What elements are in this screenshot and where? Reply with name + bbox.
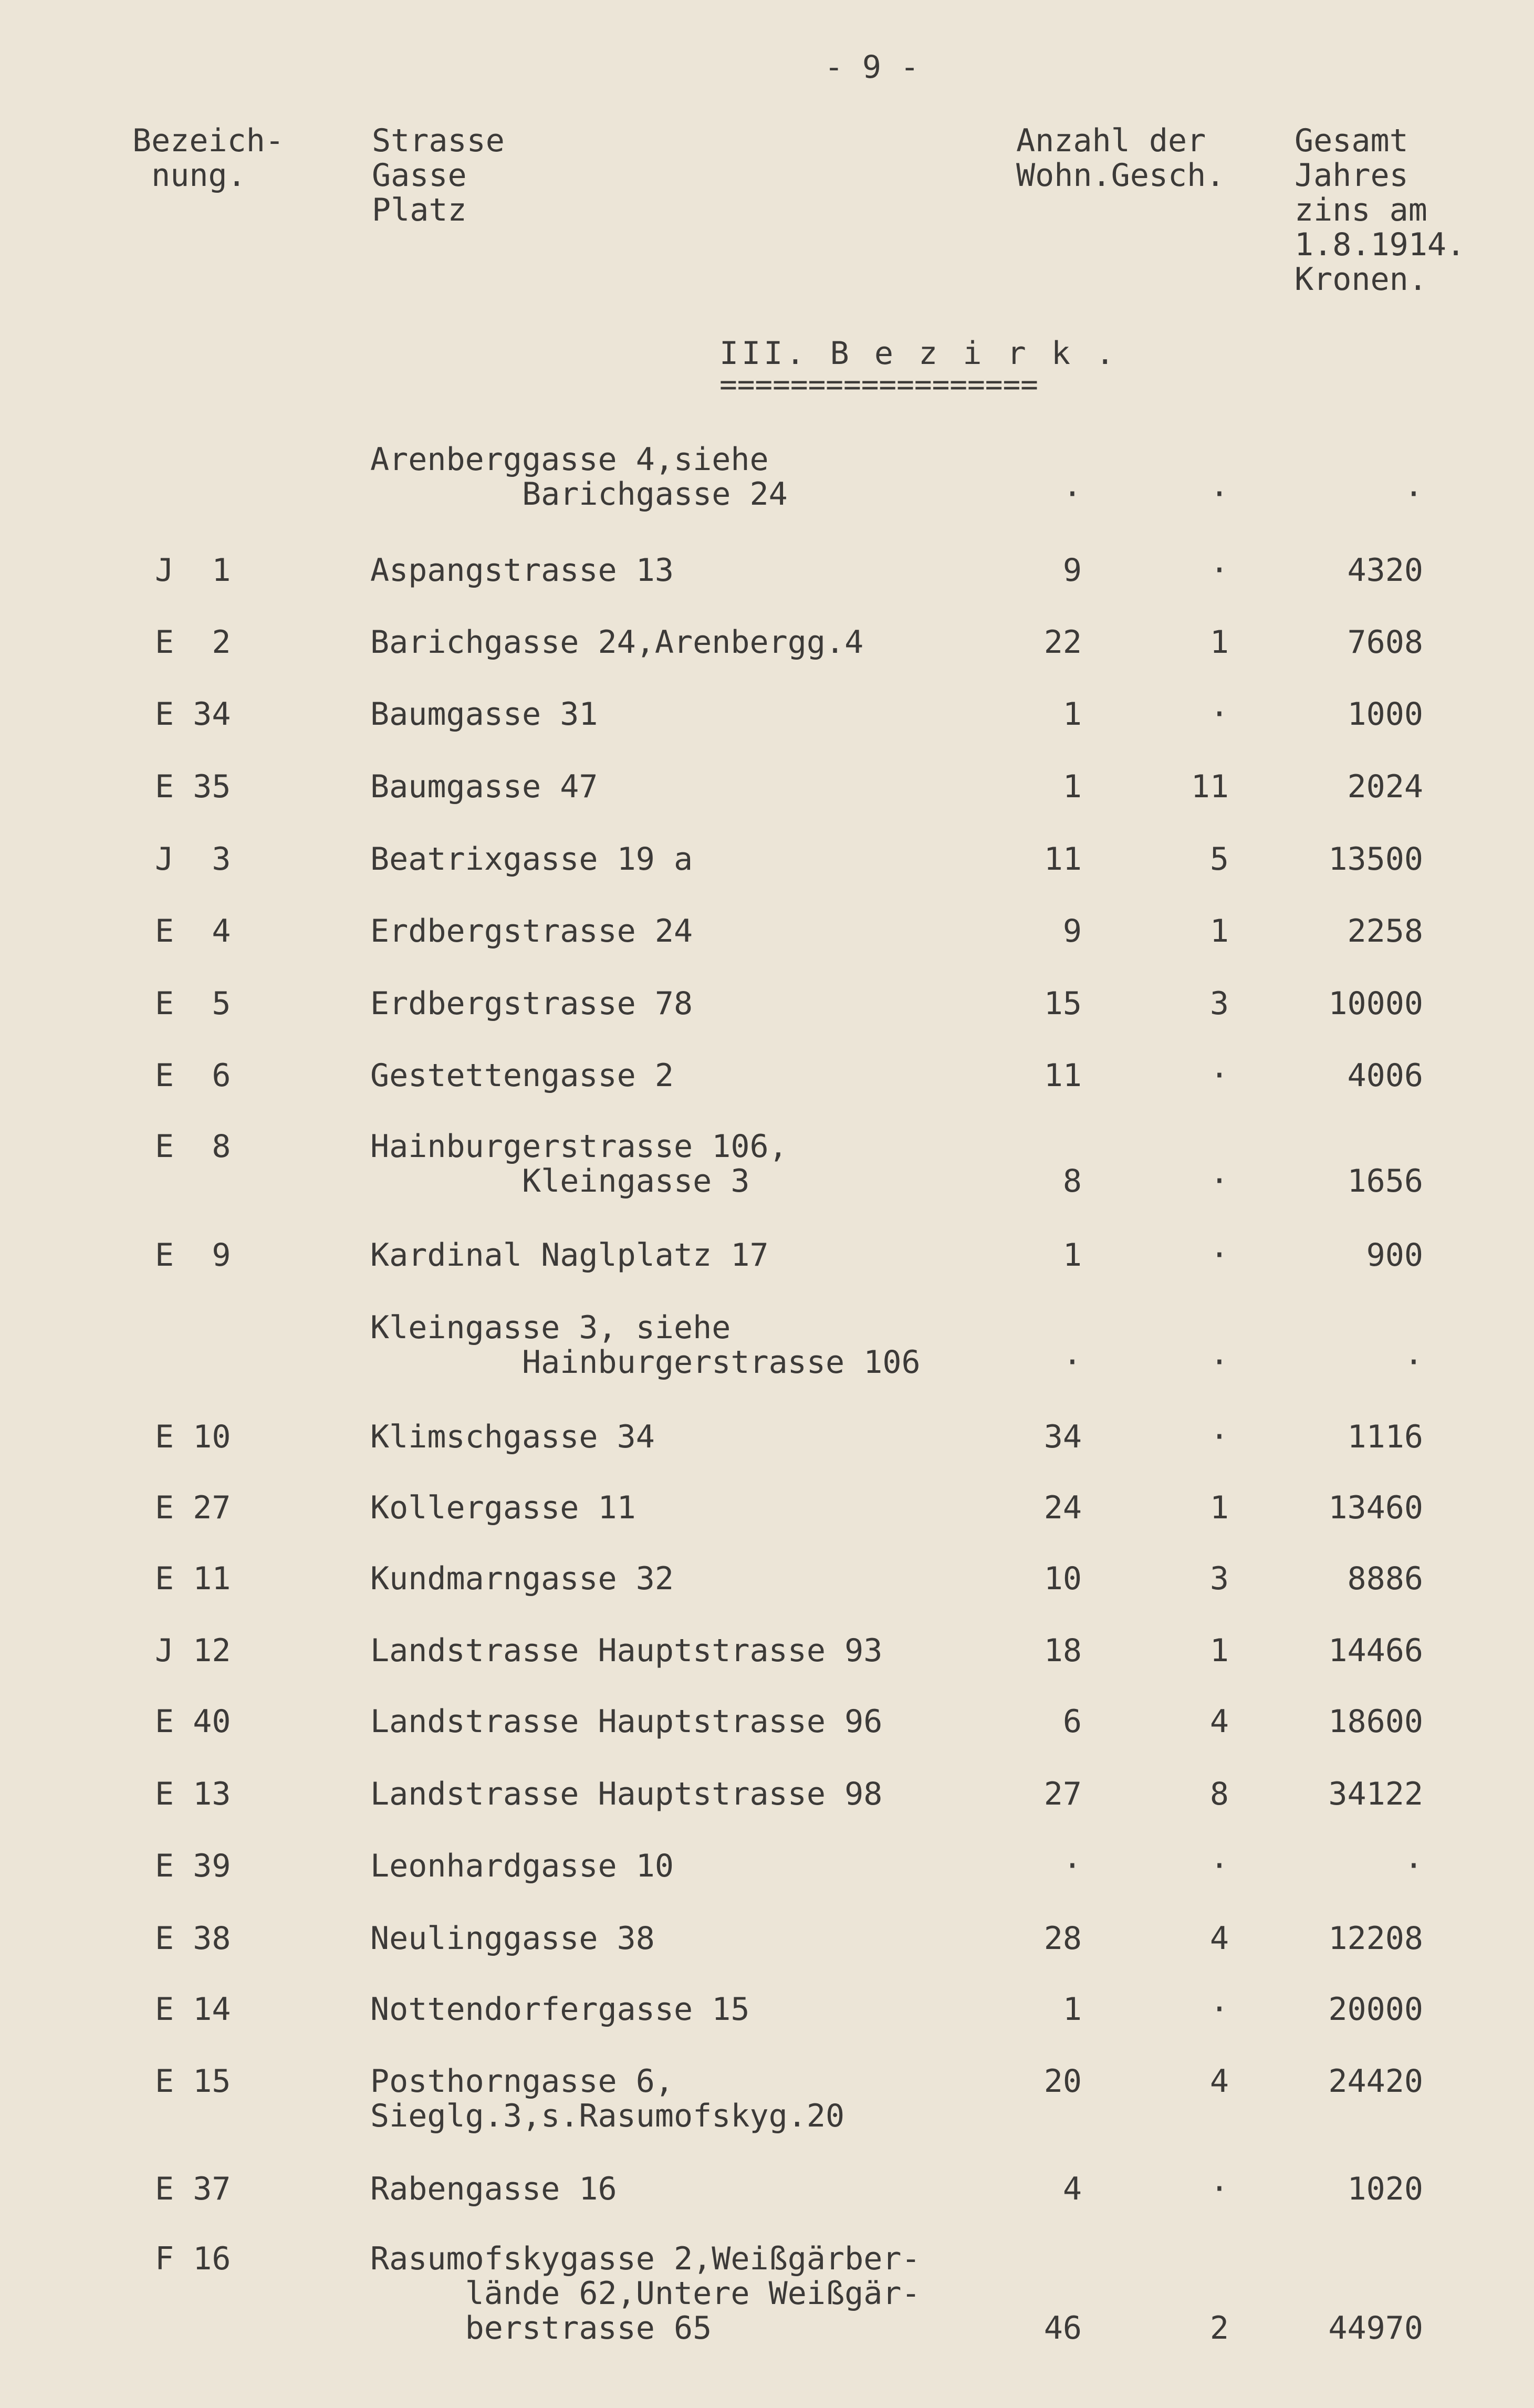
row-geschaefte: · bbox=[1209, 1848, 1229, 1884]
row-code: E 6 bbox=[155, 1057, 231, 1094]
row-geschaefte: · bbox=[1209, 2171, 1229, 2207]
row-code: E 10 bbox=[155, 1419, 231, 1455]
row-wohnungen: 4 bbox=[1062, 2171, 1082, 2207]
row-geschaefte: 1 bbox=[1209, 1632, 1229, 1669]
row-code: E 38 bbox=[155, 1920, 231, 1957]
row-wohnungen: 1 bbox=[1062, 1237, 1082, 1274]
row-code: E 40 bbox=[155, 1703, 231, 1740]
row-street: Baumgasse 31 bbox=[370, 696, 598, 733]
row-wohnungen: 28 bbox=[1043, 1920, 1082, 1957]
row-street: Landstrasse Hauptstrasse 98 bbox=[370, 1776, 883, 1812]
row-street: Landstrasse Hauptstrasse 93 bbox=[370, 1632, 883, 1669]
row-wohnungen: 34 bbox=[1043, 1419, 1082, 1455]
column-header-gesamt: Gesamt Jahres zins am 1.8.1914. Kronen. bbox=[1295, 122, 1466, 298]
row-wohnungen: 20 bbox=[1043, 2063, 1082, 2100]
row-geschaefte: · bbox=[1209, 1163, 1229, 1200]
row-wohnungen: 10 bbox=[1043, 1560, 1082, 1597]
row-geschaefte: 3 bbox=[1209, 985, 1229, 1022]
row-zins: · bbox=[1404, 476, 1423, 513]
row-geschaefte: 4 bbox=[1209, 1920, 1229, 1957]
row-zins: 4320 bbox=[1347, 552, 1423, 589]
row-wohnungen: 11 bbox=[1043, 1057, 1082, 1094]
row-geschaefte: 11 bbox=[1191, 768, 1229, 805]
row-geschaefte: 4 bbox=[1209, 1703, 1229, 1740]
row-street: Baumgasse 47 bbox=[370, 768, 598, 805]
row-wohnungen: 8 bbox=[1062, 1163, 1082, 1200]
row-zins: · bbox=[1404, 1344, 1423, 1381]
row-zins: 44970 bbox=[1328, 2310, 1423, 2347]
row-wohnungen: 9 bbox=[1062, 552, 1082, 589]
row-geschaefte: · bbox=[1209, 1344, 1229, 1381]
row-zins: 7608 bbox=[1347, 624, 1423, 661]
row-street: Klimschgasse 34 bbox=[370, 1419, 655, 1455]
row-geschaefte: 1 bbox=[1209, 624, 1229, 661]
row-wohnungen: · bbox=[1062, 476, 1082, 513]
row-wohnungen: 6 bbox=[1062, 1703, 1082, 1740]
row-zins: 13460 bbox=[1328, 1489, 1423, 1526]
row-code: E 14 bbox=[155, 1991, 231, 2028]
row-code: E 9 bbox=[155, 1237, 231, 1274]
row-zins: 14466 bbox=[1328, 1632, 1423, 1669]
row-zins: 1656 bbox=[1347, 1163, 1423, 1200]
row-geschaefte: 3 bbox=[1209, 1560, 1229, 1597]
district-title: III. B e z i r k . bbox=[719, 335, 1118, 372]
row-wohnungen: 9 bbox=[1062, 913, 1082, 950]
row-street: Posthorngasse 6, Sieglg.3,s.Rasumofskyg.20 bbox=[370, 2063, 845, 2134]
row-wohnungen: 22 bbox=[1043, 624, 1082, 661]
row-code: E 2 bbox=[155, 624, 231, 661]
row-street: Barichgasse 24,Arenbergg.4 bbox=[370, 624, 864, 661]
row-geschaefte: 1 bbox=[1209, 913, 1229, 950]
row-geschaefte: · bbox=[1209, 1237, 1229, 1274]
page-number: - 9 - bbox=[824, 49, 920, 86]
row-zins: 2258 bbox=[1347, 913, 1423, 950]
row-wohnungen: 11 bbox=[1043, 841, 1082, 878]
row-street: Kollergasse 11 bbox=[370, 1489, 636, 1526]
column-header-anzahl: Anzahl der Wohn.Gesch. bbox=[1016, 122, 1225, 194]
row-code: E 4 bbox=[155, 913, 231, 950]
row-code: E 13 bbox=[155, 1776, 231, 1812]
row-zins: 900 bbox=[1366, 1237, 1423, 1274]
row-wohnungen: 18 bbox=[1043, 1632, 1082, 1669]
row-code: E 11 bbox=[155, 1560, 231, 1597]
row-street: Erdbergstrasse 24 bbox=[370, 913, 693, 950]
row-zins: 8886 bbox=[1347, 1560, 1423, 1597]
row-street: Kleingasse 3, siehe Hainburgerstrasse 106 bbox=[370, 1309, 921, 1381]
row-zins: 20000 bbox=[1328, 1991, 1423, 2028]
row-geschaefte: 8 bbox=[1209, 1776, 1229, 1812]
row-zins: 24420 bbox=[1328, 2063, 1423, 2100]
row-zins: 10000 bbox=[1328, 985, 1423, 1022]
district-underline: ================== bbox=[719, 368, 1038, 402]
row-geschaefte: · bbox=[1209, 1991, 1229, 2028]
row-zins: · bbox=[1404, 1848, 1423, 1884]
row-wohnungen: 24 bbox=[1043, 1489, 1082, 1526]
row-zins: 1000 bbox=[1347, 696, 1423, 733]
row-street: Arenberggasse 4,siehe Barichgasse 24 bbox=[370, 441, 788, 513]
row-wohnungen: · bbox=[1062, 1848, 1082, 1884]
row-geschaefte: 5 bbox=[1209, 841, 1229, 878]
row-zins: 18600 bbox=[1328, 1703, 1423, 1740]
row-zins: 1020 bbox=[1347, 2171, 1423, 2207]
row-zins: 13500 bbox=[1328, 841, 1423, 878]
row-code: E 35 bbox=[155, 768, 231, 805]
row-street: Rabengasse 16 bbox=[370, 2171, 617, 2207]
row-zins: 1116 bbox=[1347, 1419, 1423, 1455]
row-street: Landstrasse Hauptstrasse 96 bbox=[370, 1703, 883, 1740]
row-wohnungen: · bbox=[1062, 1344, 1082, 1381]
row-street: Gestettengasse 2 bbox=[370, 1057, 674, 1094]
column-header-bezeichnung: Bezeich- nung. bbox=[132, 122, 284, 194]
row-wohnungen: 27 bbox=[1043, 1776, 1082, 1812]
row-street: Leonhardgasse 10 bbox=[370, 1848, 674, 1884]
row-code: J 12 bbox=[155, 1632, 231, 1669]
row-zins: 2024 bbox=[1347, 768, 1423, 805]
row-street: Beatrixgasse 19 a bbox=[370, 841, 693, 878]
row-code: E 34 bbox=[155, 696, 231, 733]
row-street: Kundmarngasse 32 bbox=[370, 1560, 674, 1597]
row-street: Kardinal Naglplatz 17 bbox=[370, 1237, 769, 1274]
row-wohnungen: 15 bbox=[1043, 985, 1082, 1022]
row-geschaefte: · bbox=[1209, 696, 1229, 733]
row-geschaefte: · bbox=[1209, 1419, 1229, 1455]
row-code: F 16 bbox=[155, 2240, 231, 2277]
row-wohnungen: 46 bbox=[1043, 2310, 1082, 2347]
row-code: J 1 bbox=[155, 552, 231, 589]
row-zins: 34122 bbox=[1328, 1776, 1423, 1812]
row-street: Nottendorfergasse 15 bbox=[370, 1991, 750, 2028]
row-code: E 15 bbox=[155, 2063, 231, 2100]
row-code: E 27 bbox=[155, 1489, 231, 1526]
row-zins: 12208 bbox=[1328, 1920, 1423, 1957]
row-geschaefte: · bbox=[1209, 552, 1229, 589]
row-code: E 5 bbox=[155, 985, 231, 1022]
row-geschaefte: · bbox=[1209, 1057, 1229, 1094]
row-code: J 3 bbox=[155, 841, 231, 878]
row-wohnungen: 1 bbox=[1062, 768, 1082, 805]
row-geschaefte: · bbox=[1209, 476, 1229, 513]
row-code: E 8 bbox=[155, 1128, 231, 1165]
row-geschaefte: 2 bbox=[1209, 2310, 1229, 2347]
row-wohnungen: 1 bbox=[1062, 1991, 1082, 2028]
column-header-strasse: Strasse Gasse Platz bbox=[372, 122, 505, 228]
row-zins: 4006 bbox=[1347, 1057, 1423, 1094]
row-geschaefte: 1 bbox=[1209, 1489, 1229, 1526]
row-wohnungen: 1 bbox=[1062, 696, 1082, 733]
row-street: Neulinggasse 38 bbox=[370, 1920, 655, 1957]
row-street: Erdbergstrasse 78 bbox=[370, 985, 693, 1022]
row-geschaefte: 4 bbox=[1209, 2063, 1229, 2100]
row-street: Rasumofskygasse 2,Weißgärber- lände 62,Untere Weißgär- berstrasse 65 bbox=[370, 2240, 921, 2347]
row-street: Hainburgerstrasse 106, Kleingasse 3 bbox=[370, 1128, 788, 1200]
row-street: Aspangstrasse 13 bbox=[370, 552, 674, 589]
row-code: E 37 bbox=[155, 2171, 231, 2207]
row-code: E 39 bbox=[155, 1848, 231, 1884]
